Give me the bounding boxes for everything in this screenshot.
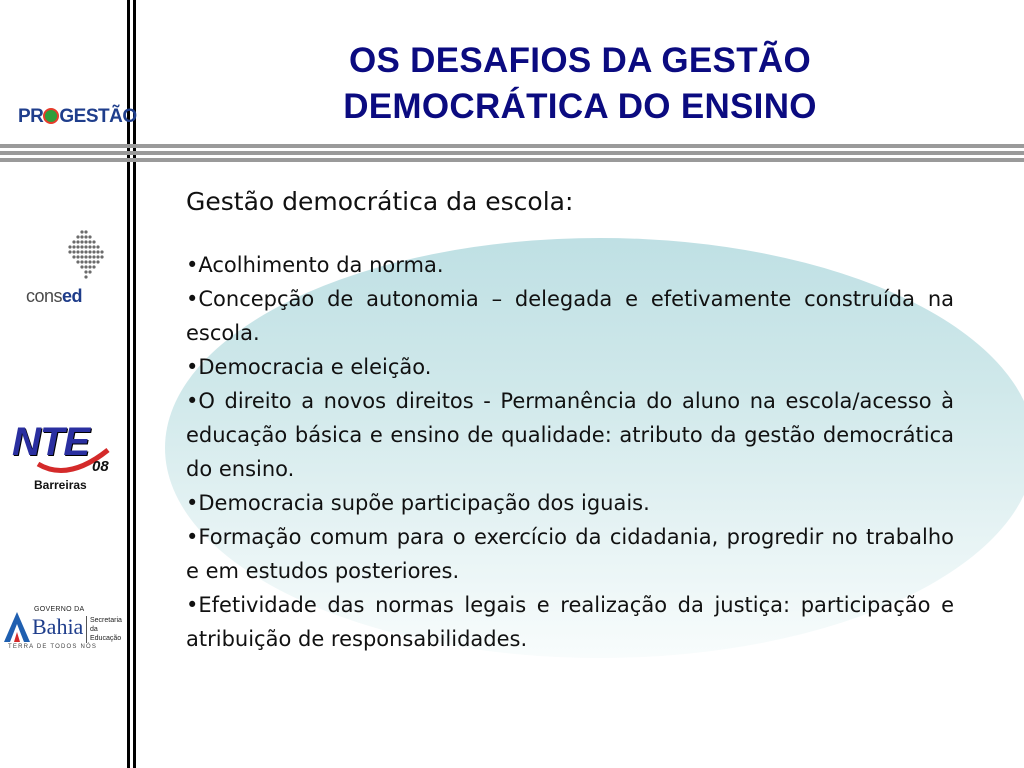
- progestao-logo: [18, 106, 137, 128]
- bahia-secretariat-line-2: da Educação: [90, 626, 122, 642]
- bullet-item: •Democracia e eleição.: [186, 355, 432, 379]
- bullet-item: •Efetividade das normas legais e realização da justiça: participação e atribuição de responsabilidades.: [186, 593, 954, 651]
- header-rule-2: [0, 151, 1024, 155]
- bahia-flag-icon: [2, 608, 32, 644]
- governo-bahia-logo: [2, 604, 120, 654]
- slide-title-line-1: OS DESAFIOS DA GESTÃO: [348, 41, 811, 80]
- bullet-item: •Concepção de autonomia – delegada e efetivamente construída na escola.: [186, 287, 954, 345]
- header-rule-1: [0, 144, 1024, 148]
- bahia-government-label: GOVERNO DA: [34, 606, 85, 613]
- bahia-state-name: Bahia: [32, 614, 84, 639]
- progestao-logo-prefix: PR: [18, 106, 44, 127]
- slide-subtitle: Gestão democrática da escola:: [186, 187, 574, 216]
- header-rule-3: [0, 158, 1024, 162]
- bullet-item: •Democracia supõe participação dos iguais.: [186, 491, 650, 515]
- bahia-secretariat-line-1: Secretaria: [90, 617, 122, 624]
- nte-city: Barreiras: [34, 478, 87, 492]
- slide-title: [200, 38, 960, 130]
- bahia-motto: TERRA DE TODOS NÓS: [8, 644, 98, 650]
- consed-wordmark-prefix: cons: [26, 286, 63, 306]
- progestao-globe-icon: [43, 108, 59, 124]
- brazil-map-icon: [24, 228, 114, 288]
- slide-title-line-2: DEMOCRÁTICA DO ENSINO: [343, 87, 817, 126]
- consed-logo: [24, 228, 114, 320]
- consed-wordmark: [26, 286, 82, 307]
- bullet-item: •O direito a novos direitos - Permanência do aluno na escola/acesso à educação básica e ensino de qualidade: atributo da gestão democrática do ensino.: [186, 389, 954, 481]
- bullet-list: [186, 248, 954, 656]
- progestao-logo-suffix: GESTÃO: [59, 106, 137, 127]
- nte-wordmark: NTE: [12, 420, 89, 464]
- bullet-item: •Formação comum para o exercício da cidadania, progredir no trabalho e em estudos posteriores.: [186, 525, 954, 583]
- nte-year: 08: [92, 458, 109, 475]
- nte-logo: [8, 420, 118, 495]
- bahia-secretariat: [86, 616, 122, 643]
- consed-wordmark-accent: ed: [62, 286, 83, 306]
- slide-content: [186, 182, 954, 656]
- bullet-item: •Acolhimento da norma.: [186, 253, 444, 277]
